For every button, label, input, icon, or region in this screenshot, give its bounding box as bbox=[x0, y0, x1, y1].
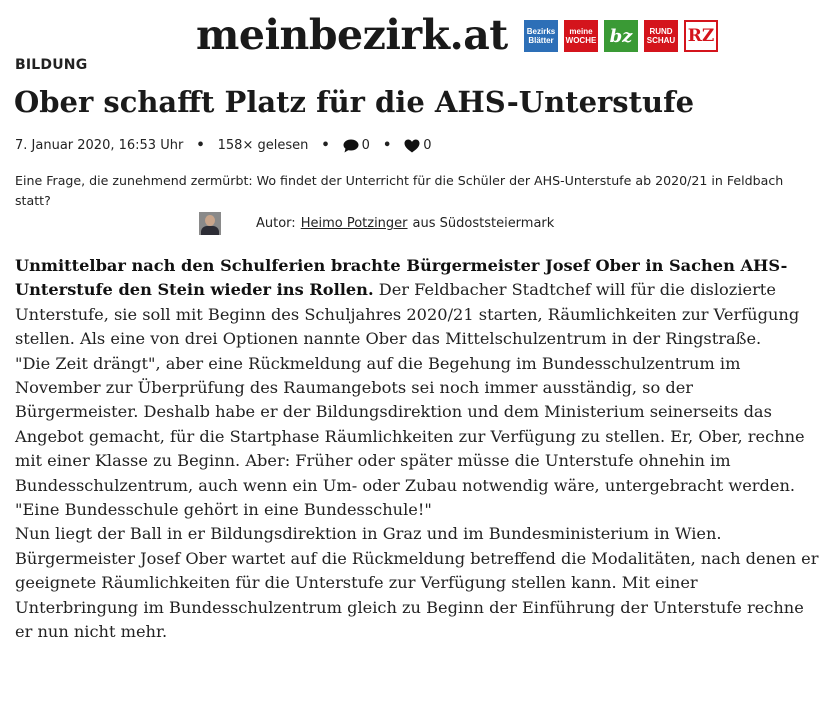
meta-separator: • bbox=[321, 138, 330, 153]
author-avatar[interactable] bbox=[199, 212, 221, 235]
body-intro-bold: Unmittelbar nach den Schulferien brachte Bürgermeister Josef Ober in Sachen AHS-Unterstufe den Stein wieder ins Rollen. bbox=[15, 256, 788, 300]
read-count: 158× gelesen bbox=[217, 138, 309, 153]
comment-count-value: 0 bbox=[361, 138, 370, 153]
site-logo[interactable]: meinbezirk.at bbox=[196, 11, 508, 59]
meta-separator: • bbox=[196, 138, 205, 153]
like-count-value: 0 bbox=[423, 138, 432, 153]
body-intro-text: Der Feldbacher Stadtchef will für die dislozierte Unterstufe, sie soll mit Beginn des Schuljahres 2020/21 starten, Räumlichkeiten zur Verfügung stellen. Als eine von drei Optionen nannte Ober das Mittelschulzentrum in der Ringstraße. bbox=[15, 280, 800, 349]
brand-rz-logo[interactable]: RZ bbox=[684, 20, 718, 52]
brand-bz-logo[interactable]: bz bbox=[604, 20, 638, 52]
brand-logos bbox=[524, 20, 718, 52]
author-prefix: Autor: bbox=[256, 216, 296, 231]
author-region: aus Südoststeiermark bbox=[412, 216, 555, 231]
comment-count[interactable] bbox=[343, 138, 370, 153]
article-category[interactable]: BILDUNG bbox=[15, 57, 88, 73]
site-header bbox=[0, 0, 825, 60]
heart-icon bbox=[404, 139, 420, 153]
comment-icon bbox=[343, 139, 359, 153]
like-count[interactable] bbox=[404, 138, 431, 153]
brand-rundschau-logo[interactable]: RUND SCHAU bbox=[644, 20, 678, 52]
author-line bbox=[199, 212, 554, 235]
article-body bbox=[15, 254, 820, 645]
body-paragraph bbox=[15, 254, 820, 352]
body-paragraph: "Die Zeit drängt", aber eine Rückmeldung auf die Begehung im Bundesschulzentrum im November zur Überprüfung des Raumangebots sei noch immer ausständig, so der Bürgermeister. Deshalb habe er der Bildungsdirektion und dem Ministerium seinerseits das Angebot gemacht, für die Startphase Räumlichkeiten zur Verfügung zu stellen. Er, Ober, rechne mit einer Klasse zu Beginn. Aber: Früher oder später müsse die Unterstufe ohnehin im Bundesschulzentrum, auch wenn ein Um- oder Zubau notwendig wäre, untergebracht werden. "Eine Bundesschule gehört in eine Bundesschule!" bbox=[15, 353, 805, 520]
article-lead: Eine Frage, die zunehmend zermürbt: Wo findet der Unterricht für die Schüler der AHS-Unterstufe ab 2020/21 in Feldbach statt? bbox=[15, 173, 784, 208]
body-paragraph: Nun liegt der Ball in er Bildungsdirektion in Graz und im Bundesministerium in Wien. Bürgermeister Josef Ober wartet auf die Rückmeldung betreffend die Modalitäten, nach denen er geeignete Räumlichkeiten für die Unterstufe zur Verfügung stellen kann. Mit einer Unterbringung im Bundesschulzentrum gleich zu Beginn der Einführung der Unterstufe rechne er nun nicht mehr. bbox=[15, 524, 819, 642]
article-meta bbox=[15, 138, 432, 153]
meta-separator: • bbox=[382, 138, 392, 153]
publish-date: 7. Januar 2020, 16:53 Uhr bbox=[15, 138, 184, 153]
brand-meinewoche-logo[interactable]: meine WOCHE bbox=[564, 20, 598, 52]
brand-bezirksblaetter-logo[interactable]: Bezirks Blätter bbox=[524, 20, 558, 52]
author-name-link[interactable]: Heimo Potzinger bbox=[300, 216, 408, 231]
article-title: Ober schafft Platz für die AHS-Unterstufe bbox=[14, 85, 695, 119]
